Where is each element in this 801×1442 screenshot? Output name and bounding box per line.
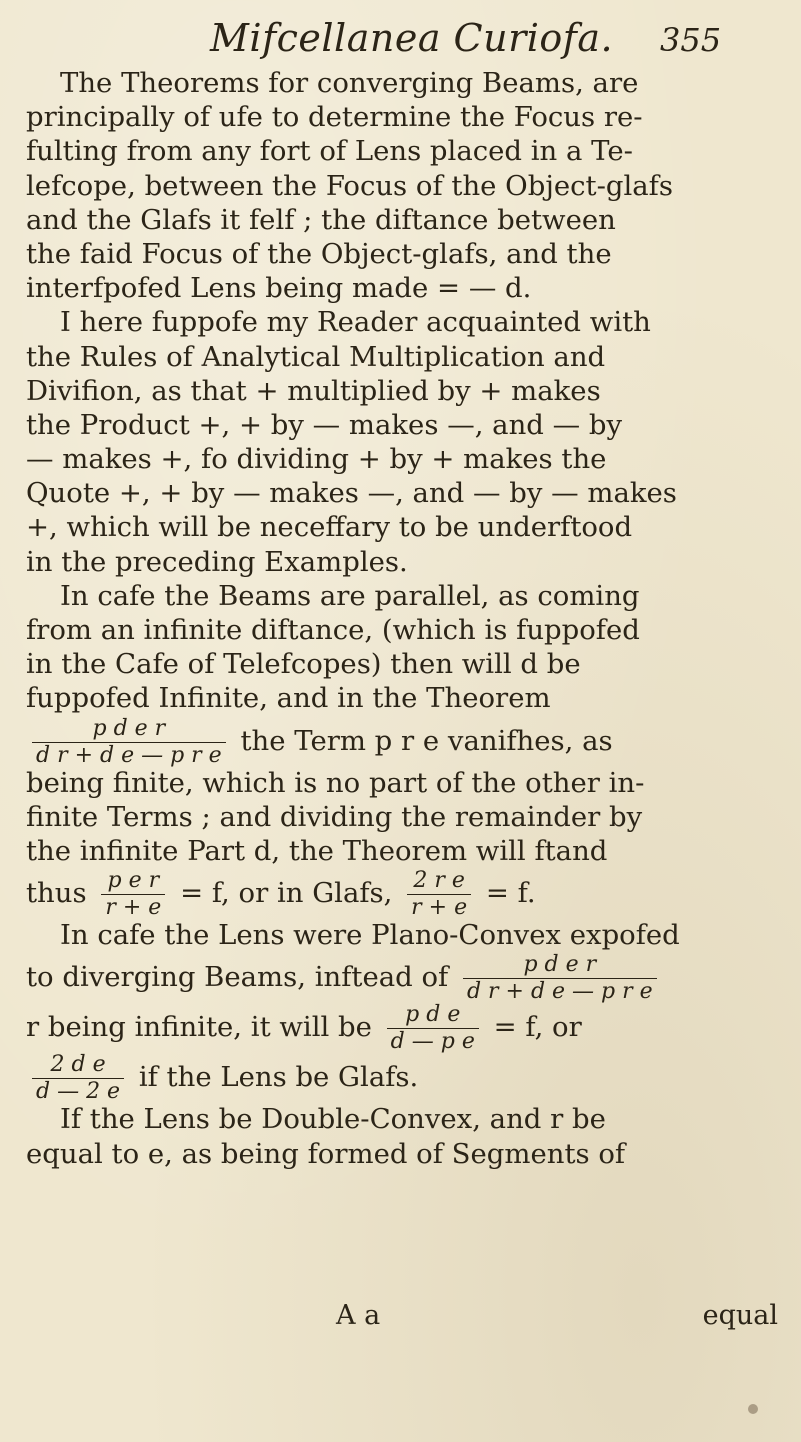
fraction-numerator: p d e r xyxy=(32,718,226,743)
text-line: the faid Focus of the Object-glafs, and the xyxy=(26,237,612,270)
formula-text: to diverging Beams, inftead of xyxy=(26,961,449,994)
formula-line xyxy=(26,716,778,766)
formula-line xyxy=(26,1002,778,1055)
fraction-denominator: d — 2 e xyxy=(36,1079,121,1105)
ink-speck xyxy=(748,1404,758,1414)
text-line: finite Terms ; and dividing the remainder by xyxy=(26,800,643,833)
text-line: +, which will be neceffary to be underftood xyxy=(26,511,633,544)
text-line: lefcope, between the Focus of the Object-glafs xyxy=(26,169,673,202)
formula-text: = f, or in Glafs, xyxy=(180,877,393,910)
fraction-numerator: 2 d e xyxy=(32,1054,124,1079)
running-head xyxy=(210,14,770,62)
catchword: equal xyxy=(702,1300,778,1331)
text-line: being finite, which is no part of the other in- xyxy=(26,766,645,799)
formula-text: the Term p r e vanifhes, as xyxy=(240,724,613,757)
text-line: In cafe the Beams are parallel, as coming xyxy=(60,579,640,612)
text-line: the infinite Part d, the Theorem will ftand xyxy=(26,834,608,867)
formula-text: r being infinite, it will be xyxy=(26,1011,372,1044)
fraction-numerator: p d e xyxy=(387,1004,479,1029)
fraction-numerator: p d e r xyxy=(463,954,657,979)
formula-text: = f, or xyxy=(493,1011,582,1044)
fraction-numerator: p e r xyxy=(101,870,165,895)
fraction-denominator: d r + d e — p r e xyxy=(36,742,222,768)
formula-text: thus xyxy=(26,877,87,910)
text-line: The Theorems for converging Beams, are xyxy=(60,67,639,99)
text-line: Quote +, + by — makes —, and — by — makes xyxy=(26,477,677,510)
page-footer xyxy=(26,1300,778,1336)
fraction-denominator: r + e xyxy=(411,895,468,921)
text-line: equal to e, as being formed of Segments of xyxy=(26,1137,626,1170)
text-line: from an infinite diftance, (which is fuppofed xyxy=(26,614,640,646)
text-line: the Rules of Analytical Multiplication and xyxy=(26,340,606,373)
text-line: the Product +, + by — makes —, and — by xyxy=(26,408,623,441)
page-number: 355 xyxy=(660,21,722,59)
fraction xyxy=(101,870,165,919)
text-line: in the Cafe of Telefcopes) then will d be xyxy=(26,648,581,681)
formula-line xyxy=(26,1052,778,1105)
fraction xyxy=(387,1004,479,1053)
text-line: fulting from any fort of Lens placed in a Te- xyxy=(26,135,633,168)
text-line: fuppofed Infinite, and in the Theorem xyxy=(26,682,551,715)
text-line: — makes +, fo dividing + by + makes the xyxy=(26,443,607,476)
fraction xyxy=(407,870,471,919)
text-line: interfpofed Lens being made = — d. xyxy=(26,272,532,305)
fraction xyxy=(32,1054,124,1103)
fraction-numerator: 2 r e xyxy=(407,870,471,895)
formula-line xyxy=(26,952,778,1005)
text-line: In cafe the Lens were Plano-Convex expofed xyxy=(60,919,680,952)
fraction xyxy=(463,954,657,1003)
text-line: Divifion, as that + multiplied by + makes xyxy=(26,374,601,407)
body-text xyxy=(26,66,778,1171)
formula-text: = f. xyxy=(485,877,536,910)
text-line: principally of ufe to determine the Focus re- xyxy=(26,101,643,134)
fraction-denominator: r + e xyxy=(105,895,162,921)
fraction-denominator: d r + d e — p r e xyxy=(466,979,653,1005)
text-line: and the Glafs it felf ; the diftance between xyxy=(26,203,616,236)
text-line: If the Lens be Double-Convex, and r be xyxy=(60,1103,606,1136)
signature-mark: A a xyxy=(336,1300,381,1331)
formula-text: if the Lens be Glafs. xyxy=(138,1061,419,1094)
formula-line xyxy=(26,868,778,921)
text-line: I here fuppofe my Reader acquainted with xyxy=(60,306,651,339)
fraction xyxy=(32,715,226,768)
running-head-title: Mifcellanea Curiofa. xyxy=(210,16,614,60)
text-line: in the preceding Examples. xyxy=(26,545,408,578)
fraction-denominator: d — p e xyxy=(390,1029,475,1055)
